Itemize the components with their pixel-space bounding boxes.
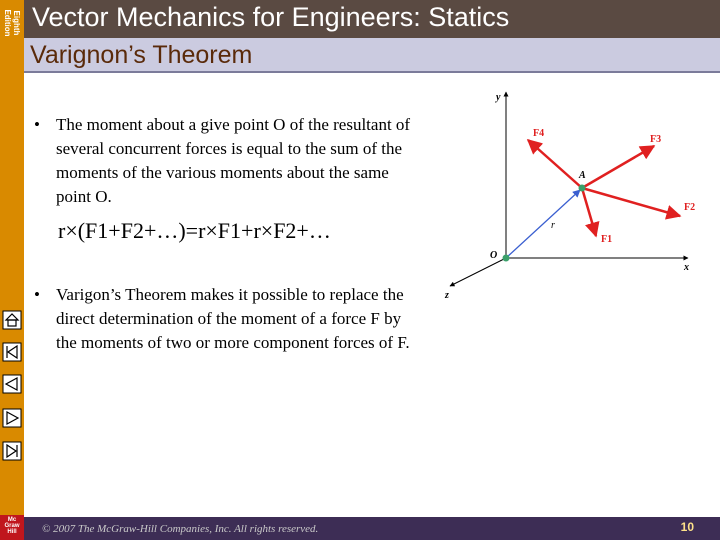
last-slide-icon xyxy=(2,441,22,461)
previous-slide-icon xyxy=(2,374,22,394)
position-vector-r xyxy=(506,190,580,258)
force-f4 xyxy=(528,140,582,188)
first-slide-button[interactable] xyxy=(2,342,22,362)
publisher-logo: Mc Graw Hill xyxy=(0,515,24,540)
f2-label: F2 xyxy=(684,202,696,213)
footer-bar xyxy=(24,517,720,540)
next-slide-icon xyxy=(2,408,22,428)
force-f2 xyxy=(582,188,680,216)
force-f3 xyxy=(582,146,654,188)
f1-label: F1 xyxy=(601,234,613,245)
bullet-text-1: The moment about a give point O of the resultant of several concurrent forces is equal to the sum of the moments of the various moments about the same point O. xyxy=(56,115,411,206)
edition-text: Eighth Edition xyxy=(3,9,21,37)
origin-label: O xyxy=(490,250,498,261)
point-o xyxy=(503,255,510,262)
bullet-dot: • xyxy=(34,115,40,134)
book-title: Vector Mechanics for Engineers: Statics xyxy=(32,2,510,32)
varignon-equation xyxy=(58,218,331,244)
home-button[interactable] xyxy=(2,310,22,330)
force-diagram-svg xyxy=(440,86,710,302)
z-axis-label: z xyxy=(445,290,449,301)
slide-title-bar xyxy=(24,38,720,73)
point-a xyxy=(579,185,586,192)
bullet-dot: • xyxy=(34,285,40,304)
f3-label: F3 xyxy=(650,134,662,145)
slide-title: Varignon’s Theorem xyxy=(30,41,253,69)
y-axis-label: y xyxy=(496,92,501,103)
previous-slide-button[interactable] xyxy=(2,374,22,394)
z-axis xyxy=(450,258,506,286)
point-a-label: A xyxy=(579,170,586,181)
header-bar xyxy=(24,0,720,38)
next-slide-button[interactable] xyxy=(2,408,22,428)
home-icon xyxy=(2,310,22,330)
last-slide-button[interactable] xyxy=(2,441,22,461)
bullet-text-2: Varigon’s Theorem makes it possible to replace the direct determination of the moment of a force F by the moments of two or more component forces of F. xyxy=(56,285,410,352)
copyright-text: © 2007 The McGraw-Hill Companies, Inc. All rights reserved. xyxy=(42,523,319,535)
f4-label: F4 xyxy=(533,128,545,139)
force-f1 xyxy=(582,188,596,236)
edition-label xyxy=(0,0,24,44)
first-slide-icon xyxy=(2,342,22,362)
bullet-varignon-use xyxy=(34,283,424,355)
equation-text: r×(F1+F2+…)=r×F1+r×F2+… xyxy=(58,218,331,243)
bullet-moment-resultant xyxy=(34,113,424,209)
r-label: r xyxy=(551,220,555,231)
force-diagram xyxy=(440,86,710,302)
page-number: 10 xyxy=(680,520,694,534)
x-axis-label: x xyxy=(684,262,689,273)
